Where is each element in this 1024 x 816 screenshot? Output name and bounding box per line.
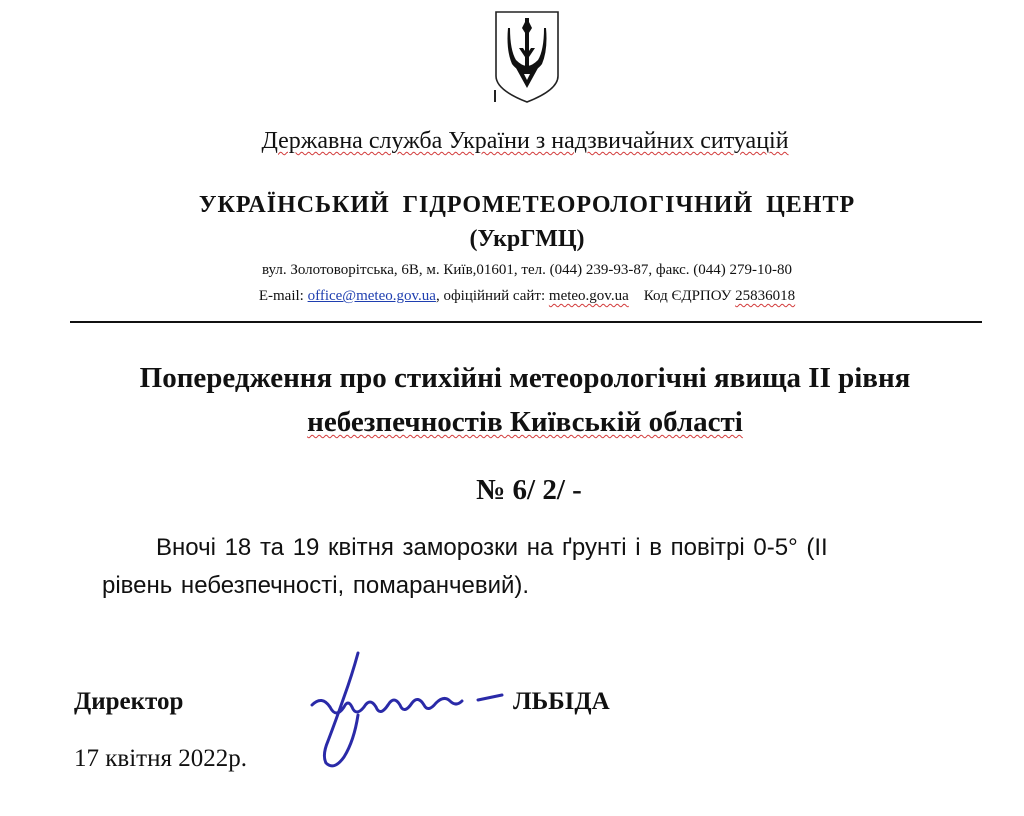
service-text: Державна служба України з надзвичайних ситуацій [261,128,789,154]
site-link[interactable]: meteo.gov.ua [548,288,629,304]
email-label: E-mail: [258,288,308,304]
signer-title: Директор [74,688,184,715]
warning-text-line-2: рівень небезпечності, помаранчевий). [102,572,530,599]
signature-date: 17 квітня 2022р. [74,745,247,772]
address-line: вул. Золотоворітська, 6В, м. Київ,01601, тел. (044) 239-93-87, факс. (044) 279-10-80 [261,262,793,278]
center-abbreviation: (УкрГМЦ) [469,226,585,252]
handwritten-signature-icon [300,645,520,780]
warning-title-line-2-text: небезпечностів Київській області [307,406,743,438]
warning-title-line-1: Попередження про стихійні метеорологічні явища ІІ рівня [139,362,911,394]
warning-number: № 6/ 2/ - [476,474,582,506]
email-link[interactable]: office@meteo.gov.ua [307,288,436,304]
warning-title-line-2 [0,406,1024,439]
header-divider [70,321,982,323]
signer-name: ЛЬБІДА [513,688,610,715]
edrpou-code: 25836018 [735,288,796,304]
center-name: УКРАЇНСЬКИЙ ГІДРОМЕТЕОРОЛОГІЧНИЙ ЦЕНТР [198,192,856,218]
warning-text-line-1: Вночі 18 та 19 квітня заморозки на ґрунті і в повітрі 0-5° (ІІ [156,534,828,561]
edrpou-label: Код ЄДРПОУ [643,288,736,304]
coat-of-arms-icon [494,10,560,105]
site-label: , офіційний сайт: [435,288,549,304]
contacts-line [0,288,1024,305]
service-name [0,128,1024,155]
